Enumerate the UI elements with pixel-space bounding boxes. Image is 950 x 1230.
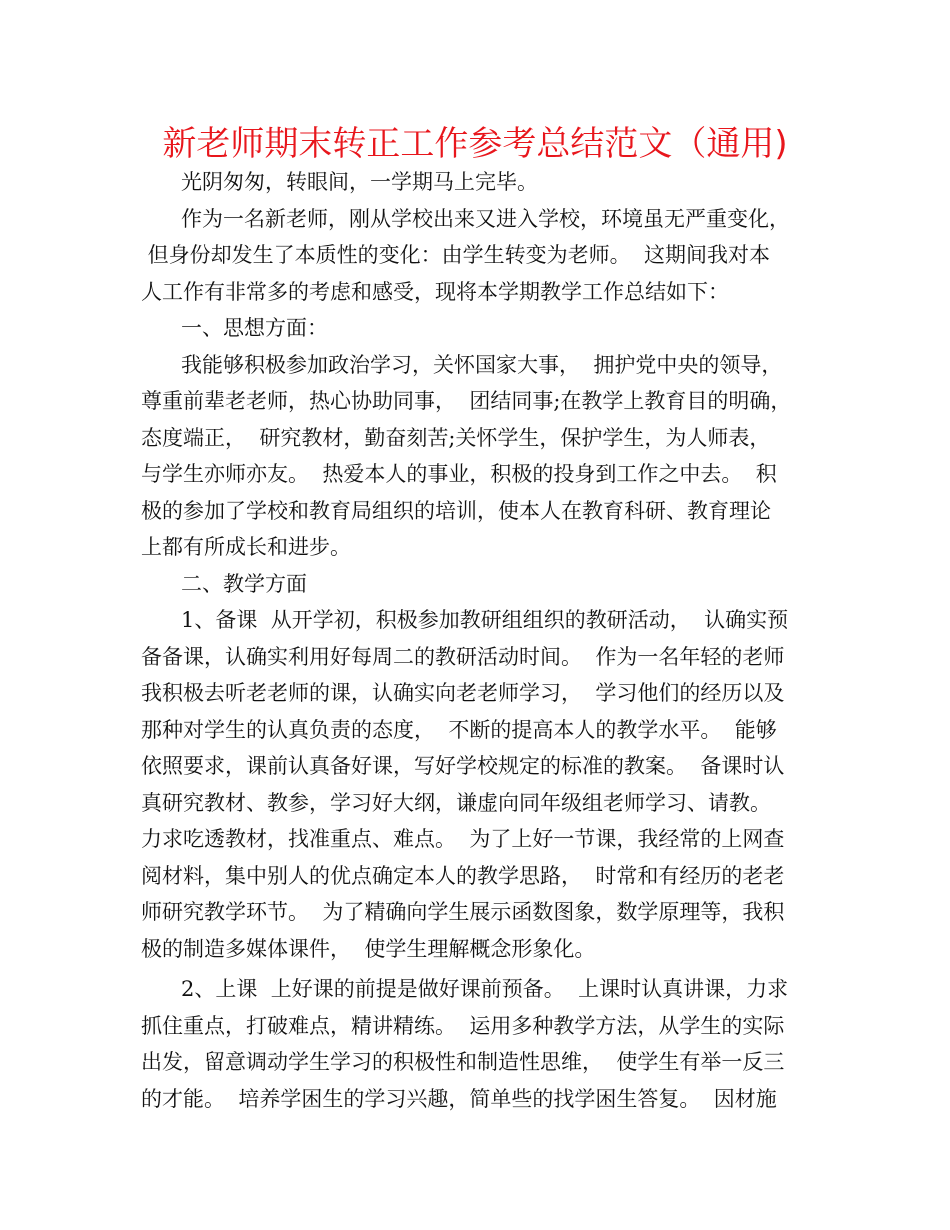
text-line: 抓住重点，打破难点，精讲精练。 运用多种教学方法，从学生的实际 <box>141 1013 785 1038</box>
text-line: 极的制造多媒体课件， 使学生理解概念形象化。 <box>141 936 596 961</box>
text-line: 上都有所成长和进步。 <box>141 535 351 559</box>
text-line: 但身份却发生了本质性的变化：由学生转变为老师。 这期间我对本 <box>141 243 771 267</box>
document-title: 新老师期末转正工作参考总结范文（通用) <box>162 124 788 164</box>
text-line: 与学生亦师亦友。 热爱本人的事业，积极的投身到工作之中去。 积 <box>141 462 777 486</box>
text-line: 依照要求，课前认真备好课，写好学校规定的标准的教案。 备课时认 <box>141 754 785 778</box>
text-line: 我能够积极参加政治学习，关怀国家大事， 拥护党中央的领导， <box>141 352 783 377</box>
text-line: 态度端正， 研究教材，勤奋刻苦;关怀学生，保护学生，为人师表， <box>141 425 771 450</box>
text-line: 极的参加了学校和教育局组织的培训，使本人在教育科研、教育理论 <box>141 498 771 523</box>
text-line: 2、上课 上好课的前提是做好课前预备。 上课时认真讲课，力求 <box>141 977 789 1001</box>
document-body <box>141 164 831 1117</box>
text-line: 我积极去听老老师的课，认确实向老老师学习， 学习他们的经历以及 <box>141 681 785 705</box>
text-line: 出发，留意调动学生学习的积极性和制造性思维， 使学生有举一反三 <box>141 1050 785 1074</box>
text-line: 师研究教学环节。 为了精确向学生展示函数图象，数学原理等，我积 <box>141 900 785 924</box>
text-line: 力求吃透教材，找准重点、难点。 为了上好一节课，我经常的上网查 <box>141 827 785 851</box>
text-line: 阅材料，集中别人的优点确定本人的教学思路， 时常和有经历的老老 <box>141 863 785 888</box>
section-heading: 一、思想方面： <box>141 316 329 340</box>
text-line: 的才能。 培养学困生的学习兴趣，简单些的找学困生答复。 因材施 <box>141 1086 777 1111</box>
section-heading: 二、教学方面 <box>141 571 308 596</box>
text-line: 尊重前辈老老师，热心协助同事， 团结同事;在教学上教育目的明确， <box>141 389 792 413</box>
text-line: 那种对学生的认真负责的态度， 不断的提高本人的教学水平。 能够 <box>141 717 777 742</box>
text-line: 真研究教材、教参，学习好大纲，谦虚向同年级组老师学习、请教。 <box>141 790 771 815</box>
text-line: 作为一名新老师，刚从学校出来又进入学校，环境虽无严重变化， <box>141 206 791 231</box>
text-line: 1、备课 从开学初，积极参加教研组组织的教研活动， 认确实预 <box>141 608 789 632</box>
text-line: 人工作有非常多的考虑和感受，现将本学期教学工作总结如下： <box>141 279 729 304</box>
text-line: 光阴匆匆，转眼间，一学期马上完毕。 <box>141 170 539 194</box>
text-line: 备备课，认确实利用好每周二的教研活动时间。 作为一名年轻的老师 <box>141 644 785 669</box>
